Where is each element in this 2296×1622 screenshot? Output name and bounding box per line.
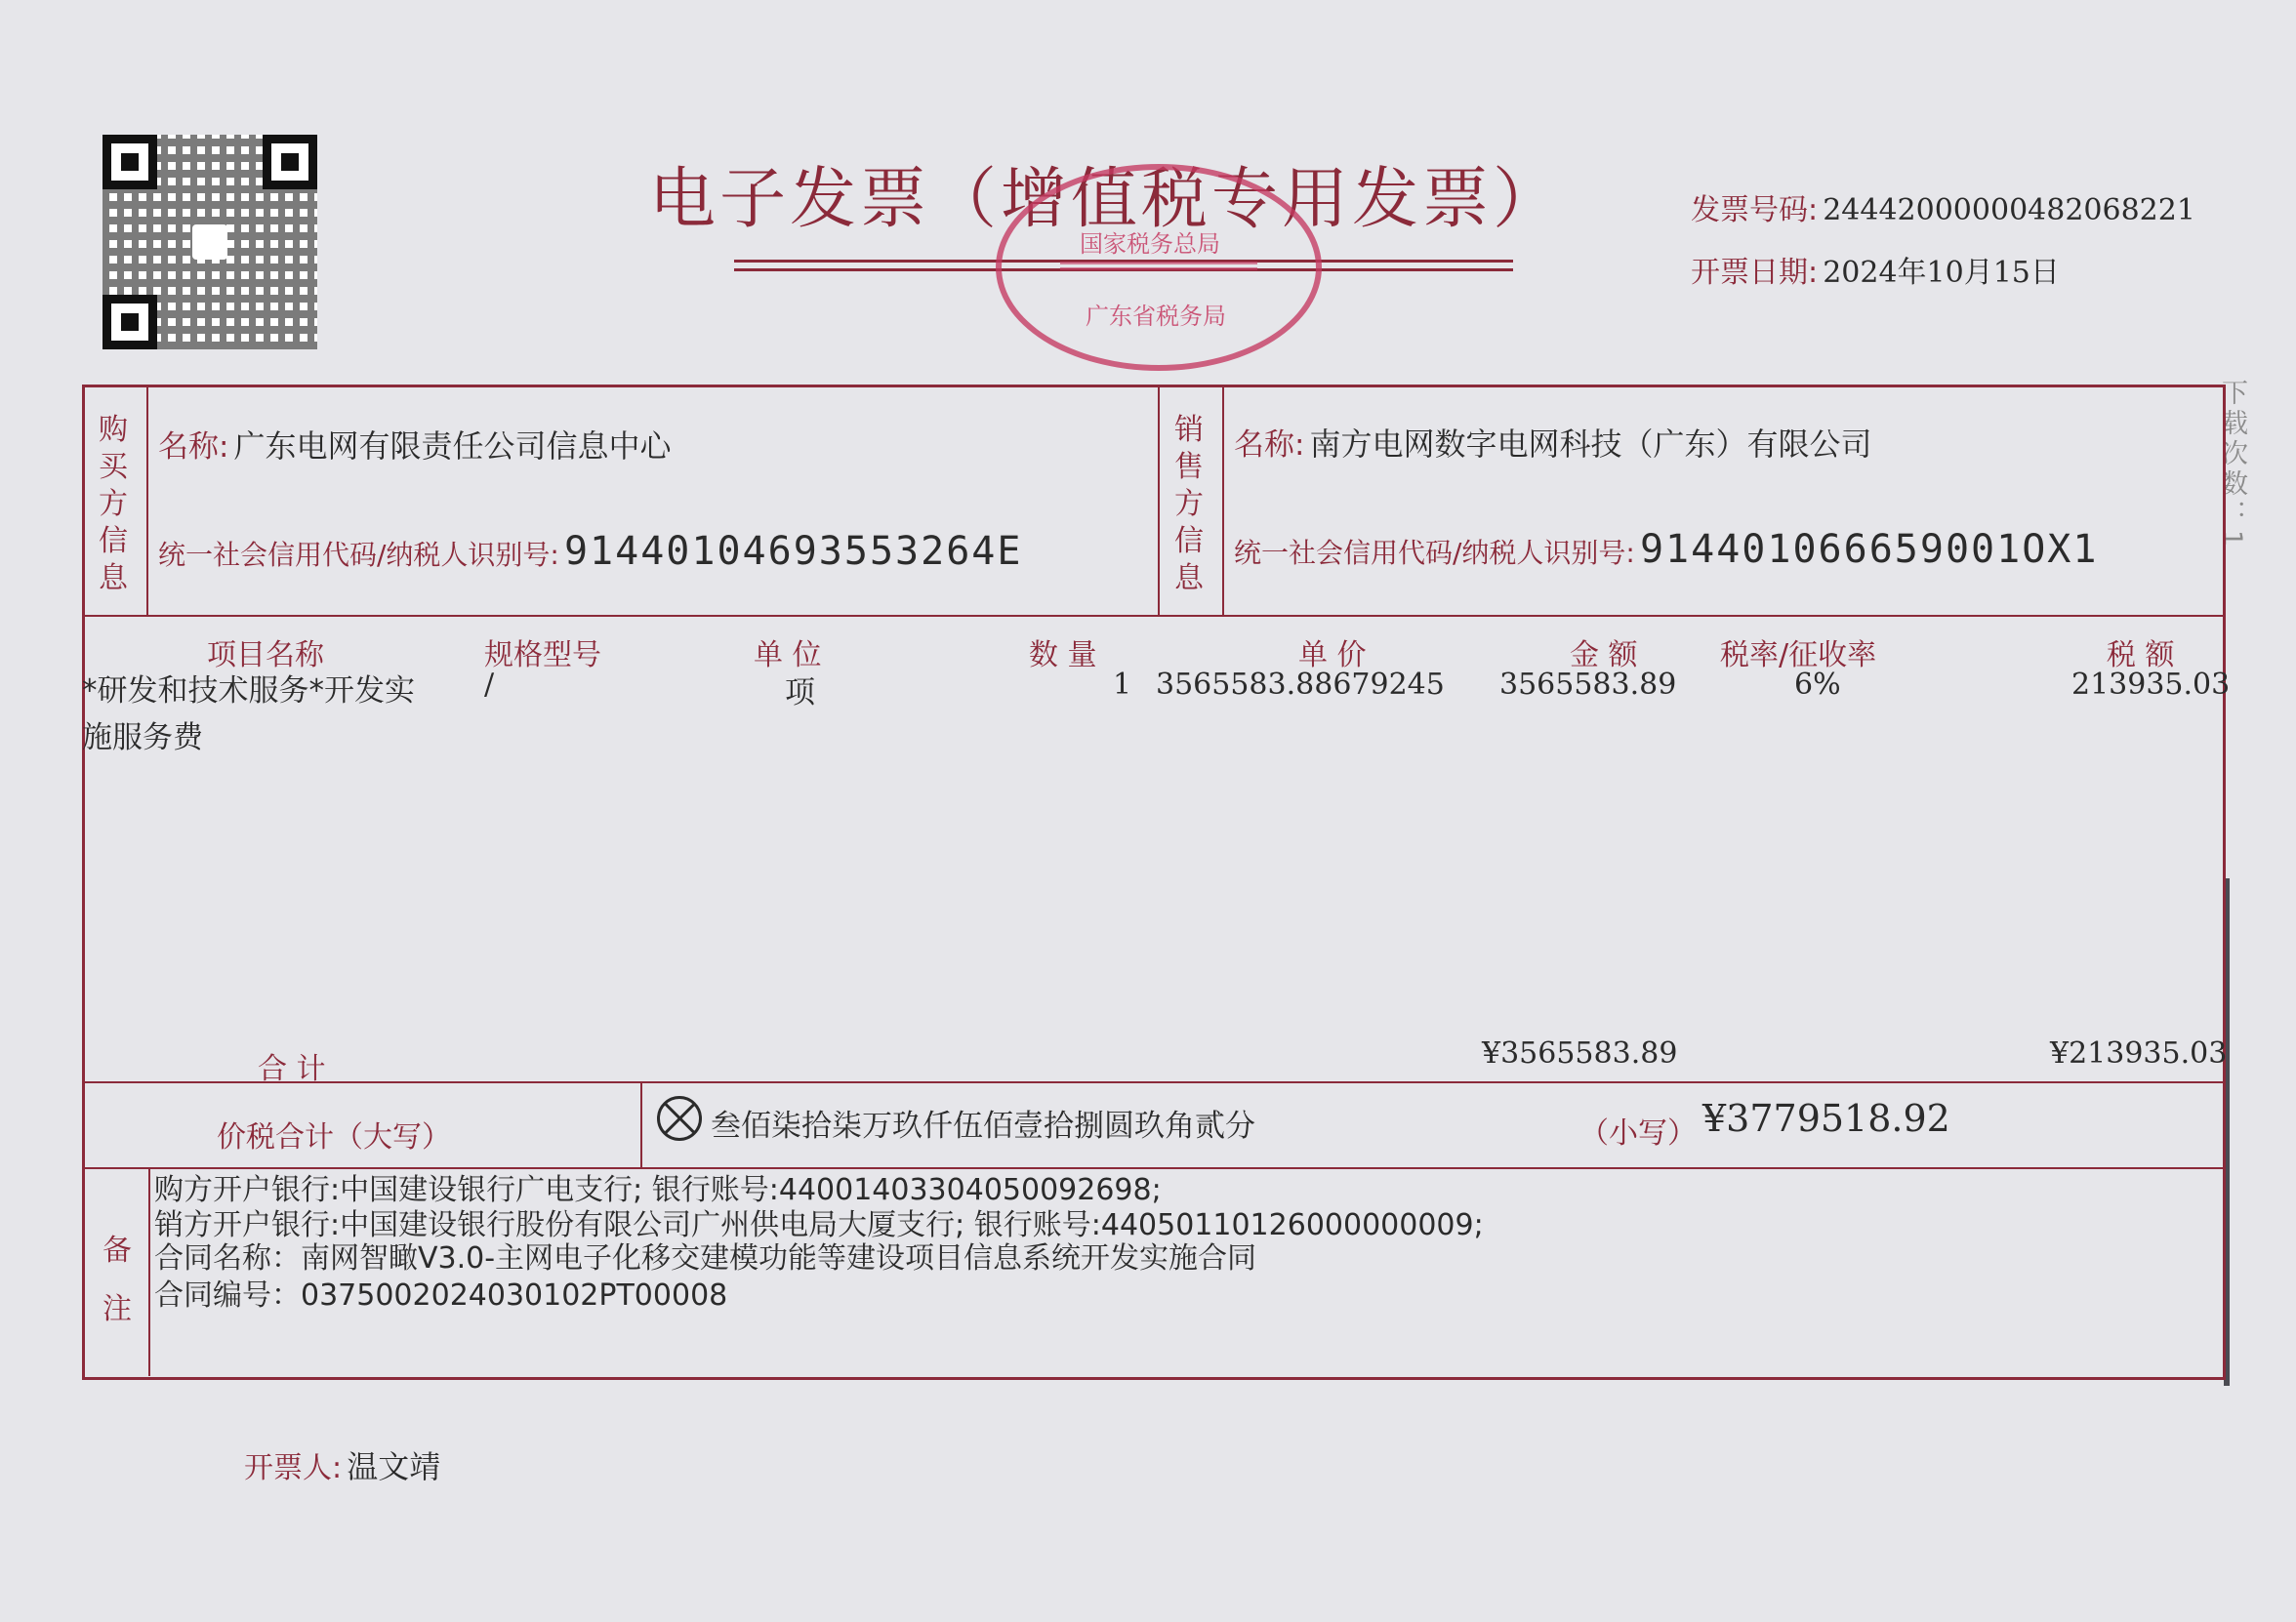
seal-bar-2 [1060,267,1257,270]
issue-date-row [1691,248,2060,291]
remarks-label-char: 注 [102,1292,132,1326]
seller-label-char: 销 [1174,413,1204,447]
buyer-label-char: 方 [99,487,128,521]
seal-text-top: 国家税务总局 [1080,230,1220,258]
invoice-title: 电子发票（增值税专用发票） [649,161,1564,238]
remark-label-divider [148,1167,150,1376]
item-name-line1: *研发和技术服务*开发实 [82,673,415,709]
grand-total-uppercase: 叁佰柒拾柒万玖仟伍佰壹拾捌圆玖角贰分 [711,1109,1255,1144]
col-price: 单 价 [1298,638,1367,672]
party-divider [82,615,2224,617]
seller-taxid-row [1234,527,2098,572]
issuer-row [244,1442,440,1487]
buyer-taxid-label: 统一社会信用代码/纳税人识别号: [158,539,559,571]
total-amount: ¥3565583.89 [1482,1036,1678,1071]
total-tax: ¥213935.03 [2050,1036,2228,1071]
seller-label-char: 售 [1174,450,1204,484]
buyer-name-row [158,422,672,466]
items-divider [82,1081,2224,1083]
remark-line: 购方开户银行:中国建设银行广电支行; 银行账号:44001403304050092698; [154,1173,1162,1207]
item-tax: 213935.03 [2071,668,2231,702]
buyer-name-label: 名称: [158,429,229,465]
buyer-taxid-row [158,529,1022,574]
qr-center-mark [192,224,227,260]
remarks-section-label [98,1222,137,1339]
download-count: 下载次数：1 [2217,379,2247,551]
item-unit: 项 [785,675,815,710]
seal-text-bottom: 广东省税务局 [1086,303,1226,330]
seller-label-divider [1222,385,1224,615]
buyer-section-label [94,412,133,597]
seller-name-label: 名称: [1234,427,1305,463]
qr-finder-top-right [263,135,317,189]
seller-taxid: 914401066659001OX1 [1639,527,2099,572]
grand-total-small-label: （小写） [1579,1116,1697,1151]
col-amount: 金 额 [1570,638,1638,672]
col-spec: 规格型号 [484,638,601,672]
remark-line: 合同编号：0375002024030102PT00008 [154,1278,728,1313]
buyer-name: 广东电网有限责任公司信息中心 [233,427,672,465]
seller-name-row [1234,420,1872,465]
buyer-label-char: 信 [99,524,128,558]
issue-date-label: 开票日期: [1691,256,1819,290]
remark-line: 合同名称：南网智瞰V3.0-主网电子化移交建模功能等建设项目信息系统开发实施合同 [154,1241,1257,1276]
invoice-number: 24442000000482068221 [1823,193,2195,227]
buyer-label-char: 买 [99,450,128,484]
seller-name: 南方电网数字电网科技（广东）有限公司 [1309,426,1872,463]
col-qty: 数 量 [1029,638,1097,672]
tax-bureau-seal [996,164,1322,371]
circle-x-icon [657,1096,702,1141]
item-tax-rate: 6% [1794,668,1841,702]
remark-line: 销方开户银行:中国建设银行股份有限公司广州供电局大厦支行; 银行账号:44050110126000000009; [154,1208,1484,1242]
col-tax-amount: 税 额 [2107,638,2175,672]
invoice-number-label: 发票号码: [1691,193,1819,227]
item-spec: / [484,668,495,702]
qr-finder-bottom-left [102,295,157,349]
col-tax-rate: 税率/征收率 [1720,638,1877,672]
seal-bar-1 [1060,262,1257,264]
buyer-label-divider [146,385,148,615]
item-qty: 1 [1113,668,1132,702]
seller-taxid-label: 统一社会信用代码/纳税人识别号: [1234,537,1635,569]
item-amount: 3565583.89 [1499,668,1677,702]
col-item-name: 项目名称 [207,638,324,672]
total-label: 合 计 [258,1052,326,1086]
item-name-line2: 施服务费 [82,720,203,755]
grand-total-label: 价税合计（大写） [217,1120,451,1155]
qr-code [102,135,317,349]
item-unit-price: 3565583.88679245 [1156,668,1445,702]
buyer-taxid: 91440104693553264E [563,529,1023,574]
issuer-name: 温文靖 [347,1448,441,1485]
issue-date: 2024年10月15日 [1823,256,2060,290]
total-divider [82,1167,2224,1169]
seller-section-label [1169,412,1209,597]
remarks-label-char: 备 [102,1234,132,1268]
grand-total-divider [640,1081,642,1167]
party-center-divider [1158,385,1160,615]
buyer-label-char: 息 [99,561,128,595]
qr-finder-top-left [102,135,157,189]
col-unit: 单 位 [754,638,822,672]
grand-total-small: ¥3779518.92 [1702,1097,1950,1140]
buyer-label-char: 购 [99,413,128,447]
issuer-label: 开票人: [244,1451,343,1485]
seller-label-char: 信 [1174,524,1204,558]
invoice-number-row [1691,185,2195,228]
seller-label-char: 息 [1174,561,1204,595]
seller-label-char: 方 [1174,487,1204,521]
